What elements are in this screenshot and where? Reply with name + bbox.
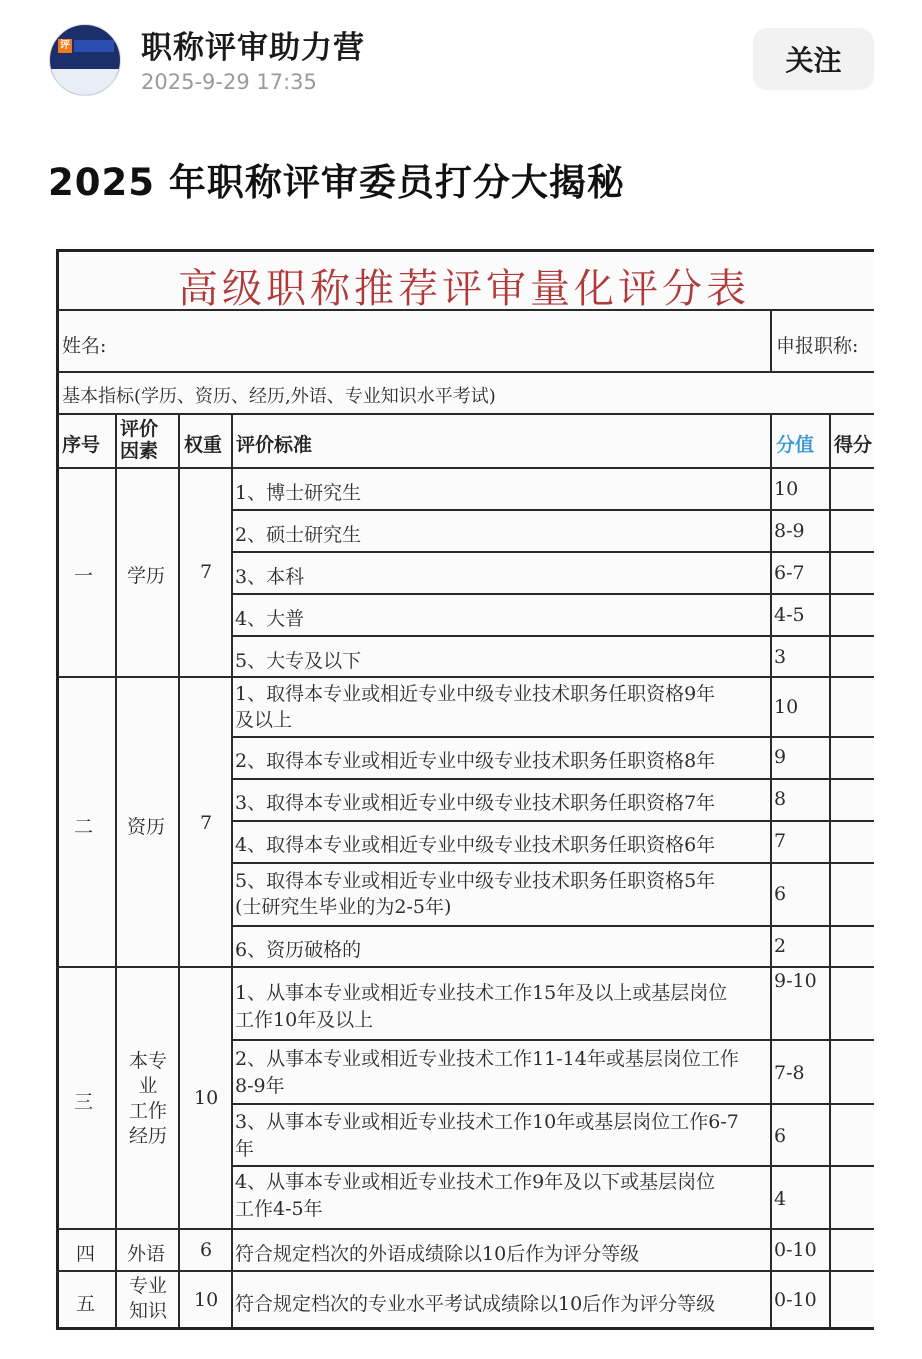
section-2-item-5-line2: (士研究生毕业的为2-5年) — [235, 896, 452, 918]
account-avatar[interactable] — [49, 24, 121, 96]
header-weight: 权重 — [184, 434, 223, 456]
header-factor — [120, 418, 158, 462]
section-1-score-4: 4-5 — [774, 604, 805, 626]
section-4-score-1: 0-10 — [774, 1239, 817, 1261]
section-2-item-3: 3、取得本专业或相近专业中级专业技术职务任职资格7年 — [235, 792, 716, 814]
declare-label: 申报职称: — [776, 335, 859, 357]
section-2-score-2: 9 — [774, 746, 787, 768]
avatar-banner — [74, 40, 114, 52]
section-5-no: 五 — [76, 1293, 96, 1315]
rule — [231, 862, 874, 864]
section-2-score-6: 2 — [774, 935, 787, 957]
section-3-item-2-line1: 2、从事本专业或相近专业技术工作11-14年或基层岗位工作 — [235, 1048, 739, 1070]
rule — [829, 413, 831, 1330]
section-4-weight: 6 — [200, 1239, 213, 1261]
section-1-factor: 学历 — [127, 565, 166, 587]
section-3-factor-line4: 经历 — [128, 1125, 167, 1147]
section-2-item-1-line2: 及以上 — [235, 709, 293, 731]
section-2-weight: 7 — [200, 812, 213, 834]
section-4-factor: 外语 — [127, 1243, 166, 1265]
section-2-no: 二 — [74, 816, 94, 838]
section-2-item-6: 6、资历破格的 — [235, 939, 362, 961]
rule — [231, 593, 874, 595]
section-2-score-3: 8 — [774, 788, 787, 810]
section-3-factor-line3: 工作 — [128, 1100, 167, 1122]
basic-indicator: 基本指标(学历、资历、经历,外语、专业知识水平考试) — [62, 386, 496, 407]
section-3-factor — [126, 1049, 170, 1149]
section-3-score-4: 4 — [774, 1188, 787, 1210]
rule — [770, 309, 772, 371]
section-2-item-2: 2、取得本专业或相近专业中级专业技术职务任职资格8年 — [235, 750, 716, 772]
post-timestamp: 2025-9-29 17:35 — [141, 70, 317, 94]
section-5-item-1: 符合规定档次的专业水平考试成绩除以10后作为评分等级 — [235, 1293, 716, 1315]
header-no: 序号 — [62, 434, 101, 456]
rule — [178, 413, 180, 1330]
section-2-item-5-line1: 5、取得本专业或相近专业中级专业技术职务任职资格5年 — [235, 870, 716, 892]
section-1-score-1: 10 — [774, 478, 799, 500]
rule — [231, 778, 874, 780]
section-3-factor-line1: 本专 — [128, 1050, 167, 1072]
rule — [231, 1165, 874, 1167]
section-5-factor-line1: 专业 — [128, 1275, 167, 1297]
rule — [231, 509, 874, 511]
section-1-score-5: 3 — [774, 646, 787, 668]
section-3-item-4-line2: 工作4-5年 — [235, 1198, 323, 1220]
section-3-item-2-line2: 8-9年 — [235, 1075, 285, 1097]
section-3-item-4-line1: 4、从事本专业或相近专业技术工作9年及以下或基层岗位 — [235, 1171, 716, 1193]
section-3-score-3: 6 — [774, 1125, 787, 1147]
sheet-title: 高级职称推荐评审量化评分表 — [178, 266, 750, 312]
section-1-item-2: 2、硕士研究生 — [235, 524, 362, 546]
section-1-item-1: 1、博士研究生 — [235, 482, 362, 504]
header-score: 分值 — [776, 434, 815, 456]
section-3-item-4 — [235, 1169, 715, 1223]
section-2-item-5 — [235, 868, 715, 920]
section-2-item-4: 4、取得本专业或相近专业中级专业技术职务任职资格6年 — [235, 834, 716, 856]
section-2-item-1 — [235, 681, 715, 733]
section-3-score-1: 9-10 — [774, 970, 817, 992]
rule — [115, 413, 117, 1330]
follow-button[interactable]: 关注 — [753, 28, 874, 90]
header-standard: 评价标准 — [236, 434, 313, 456]
rule — [231, 1039, 874, 1041]
section-3-item-1-line1: 1、从事本专业或相近专业技术工作15年及以上或基层岗位 — [235, 982, 728, 1004]
section-4-item-1: 符合规定档次的外语成绩除以10后作为评分等级 — [235, 1243, 640, 1265]
section-2-factor: 资历 — [127, 816, 166, 838]
section-5-factor-line2: 知识 — [128, 1300, 167, 1322]
section-4-no: 四 — [76, 1243, 96, 1265]
section-3-item-3-line1: 3、从事本专业或相近专业技术工作10年或基层岗位工作6-7 — [235, 1111, 739, 1133]
section-1-score-2: 8-9 — [774, 520, 805, 542]
name-label: 姓名: — [62, 335, 107, 357]
rule — [231, 1103, 874, 1105]
rule — [231, 820, 874, 822]
rule — [56, 371, 874, 373]
section-5-weight: 10 — [194, 1289, 219, 1311]
section-3-item-3-line2: 年 — [235, 1138, 255, 1160]
rule — [231, 551, 874, 553]
scoring-table-image[interactable] — [54, 247, 874, 1330]
rule — [231, 635, 874, 637]
section-1-item-5: 5、大专及以下 — [235, 650, 362, 672]
section-5-score-1: 0-10 — [774, 1289, 817, 1311]
header-factor-line1: 评价 — [120, 418, 159, 440]
avatar-lower-panel — [50, 69, 120, 95]
section-3-item-3 — [235, 1109, 739, 1163]
post-title: 2025 年职称评审委员打分大揭秘 — [48, 161, 625, 204]
section-3-item-2 — [235, 1046, 739, 1100]
rule — [231, 925, 874, 927]
rule — [770, 413, 772, 1330]
section-3-score-2: 7-8 — [774, 1062, 805, 1084]
section-1-item-4: 4、大普 — [235, 608, 305, 630]
header-got: 得分 — [834, 434, 873, 456]
section-3-weight: 10 — [194, 1087, 219, 1109]
section-1-no: 一 — [74, 565, 94, 587]
section-2-score-5: 6 — [774, 883, 787, 905]
section-3-item-1-line2: 工作10年及以上 — [235, 1009, 374, 1031]
section-2-score-1: 10 — [774, 696, 799, 718]
section-1-weight: 7 — [200, 561, 213, 583]
section-3-item-1 — [235, 980, 727, 1034]
header-factor-line2: 因素 — [120, 440, 159, 462]
section-5-factor — [126, 1274, 170, 1324]
avatar-logo: 评 — [60, 40, 70, 51]
rule — [231, 736, 874, 738]
section-2-score-4: 7 — [774, 830, 787, 852]
account-name[interactable]: 职称评审助力营 — [141, 30, 365, 66]
rule — [231, 413, 233, 1330]
section-1-score-3: 6-7 — [774, 562, 805, 584]
section-2-item-1-line1: 1、取得本专业或相近专业中级专业技术职务任职资格9年 — [235, 683, 716, 705]
section-3-factor-line2: 业 — [138, 1075, 158, 1097]
section-1-item-3: 3、本科 — [235, 566, 305, 588]
section-3-no: 三 — [74, 1091, 94, 1113]
